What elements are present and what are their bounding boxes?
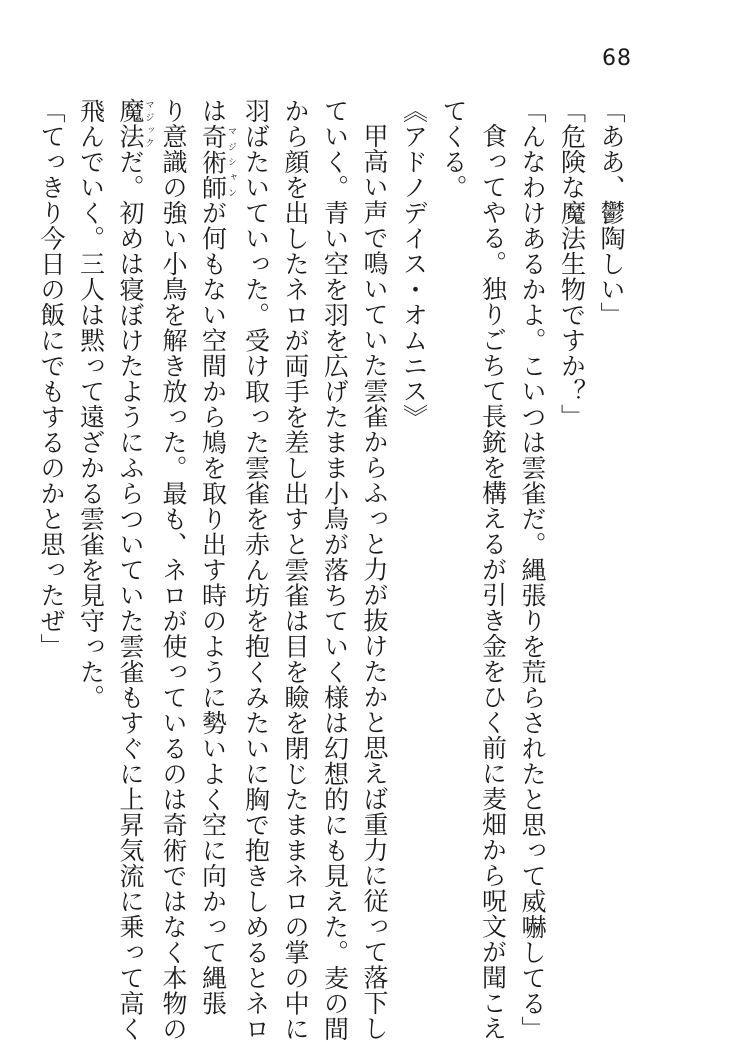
text-line-3: 「んなわけあるかよ。こいつは雲雀だ。縄張りを荒らされたと思って威嚇してる」 [518,98,547,1042]
text-line-12: り意識の強い小鳥を解き放った。最も、ネロが使っているのは奇術ではなく本物の [159,98,188,1042]
ruby-magician-reading: マジシャン [226,123,236,200]
text-line-1: 「ああ、鬱陶しい」 [597,98,626,328]
text-line-5: てくる。 [439,98,468,200]
novel-text-body [37,98,631,1042]
text-line-11-start: は [198,98,228,124]
text-line-9: から顔を出したネロが両手を差し出すと雲雀は目を瞼を閉じたままネロの掌の中に [281,98,310,1042]
ruby-magic-reading: マジック [143,98,154,149]
text-line-10: 羽ばたいていった。受け取った雲雀を赤ん坊を抱くみたいに胸で抱きしめるとネロ [241,98,271,1042]
text-line-14: 飛んでいく。三人は黙って遠ざかる雲雀を見守った。 [76,98,106,710]
ruby-magician-base: 奇術師 [198,123,228,200]
text-line-8: ていく。青い空を羽を広げたまま小鳥が落ちていく様は幻想的にも見えた。麦の間 [320,98,350,1042]
text-line-13 [111,98,154,1042]
text-line-11 [193,98,236,1016]
text-line-2: 「危険な魔法生物ですか？」 [557,98,587,430]
text-line-15: 「てっきり今日の飯にでもするのかと思ったぜ」 [37,98,66,659]
page-number: 68 [602,46,632,71]
text-line-11-rest: が何もない空間から鳩を取り出す時のように勢いよく空に向かって縄張 [198,200,228,1016]
text-line-6: 《アドノデイス・オムニス》 [399,98,429,430]
ruby-magic [116,98,154,149]
text-line-4: 食ってやる。独りごちて長銃を構えるが引き金をひく前に麦畑から呪文が聞こえ [478,123,508,1041]
ruby-magician [198,123,236,201]
text-line-13-rest: だ。初めは寝ぼけたようにふらついていた雲雀もすぐに上昇気流に乗って高く [116,149,145,1042]
ruby-magic-base: 魔法 [116,98,145,149]
text-line-7: 甲高い声で鳴いていた雲雀からふっと力が抜けたかと思えば重力に従って落下し [360,123,389,1041]
